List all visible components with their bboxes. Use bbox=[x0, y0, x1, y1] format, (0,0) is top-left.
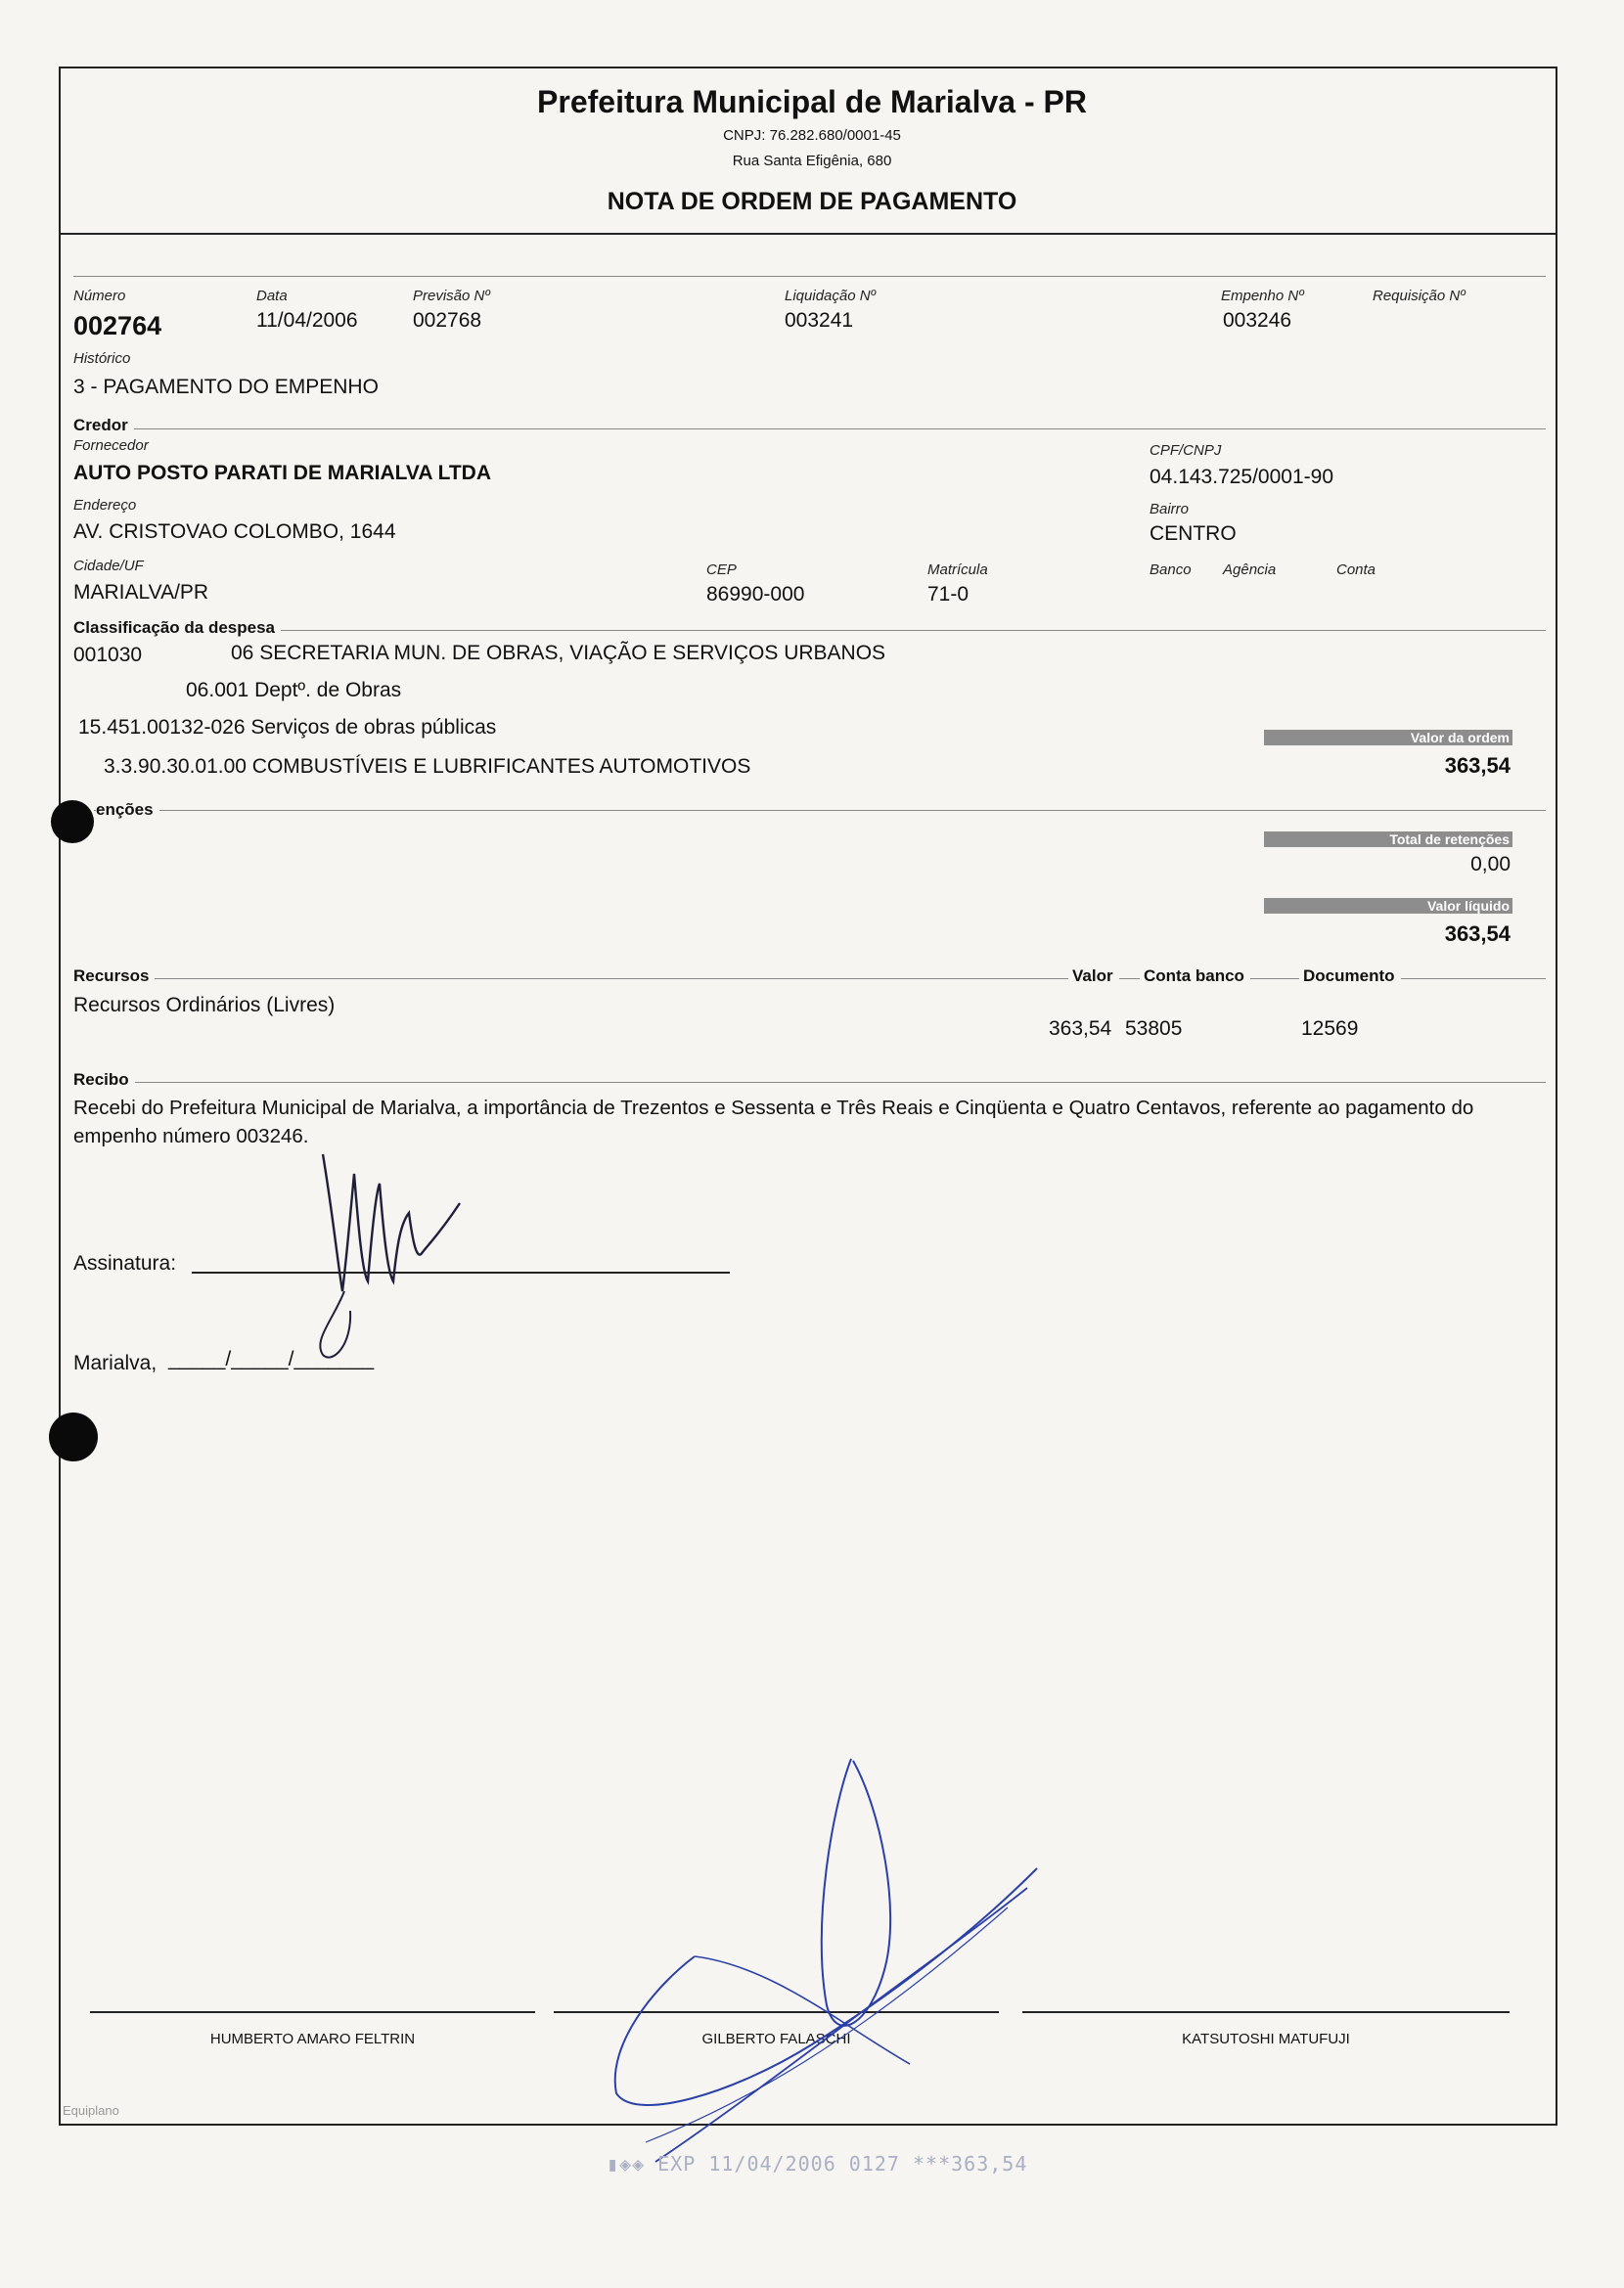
handwritten-signature-blue bbox=[597, 1751, 1057, 2172]
conta-label: Conta bbox=[1336, 561, 1376, 578]
previsao-label: Previsão Nº bbox=[413, 288, 490, 304]
bairro-value: CENTRO bbox=[1150, 522, 1237, 545]
header-divider bbox=[61, 233, 1556, 235]
header-address: Rua Santa Efigênia, 680 bbox=[732, 153, 892, 169]
recibo-text: Recebi do Prefeitura Municipal de Marialva, a importância de Trezentos e Sessenta e Três Reais e Cinqüenta e Quatro Centavos, referente ao pagamento do empenho número 003246. bbox=[73, 1097, 1474, 1147]
recursos-section: Recursos bbox=[73, 966, 155, 986]
total-retencoes-bar: Total de retenções bbox=[1264, 831, 1512, 847]
matricula-label: Matrícula bbox=[927, 561, 988, 578]
document-title: NOTA DE ORDEM DE PAGAMENTO bbox=[607, 188, 1017, 215]
retencoes-line bbox=[94, 810, 1546, 811]
cpf-value: 04.143.725/0001-90 bbox=[1150, 466, 1334, 488]
fornecedor-label: Fornecedor bbox=[73, 437, 149, 454]
endereco-value: AV. CRISTOVAO COLOMBO, 1644 bbox=[73, 520, 396, 543]
recursos-documento-header: Documento bbox=[1299, 966, 1401, 986]
valor-liquido-bar: Valor líquido bbox=[1264, 898, 1512, 914]
requisicao-label: Requisição Nº bbox=[1373, 288, 1466, 304]
empenho-label: Empenho Nº bbox=[1221, 288, 1304, 304]
classificacao-line bbox=[73, 630, 1546, 631]
recibo-line bbox=[73, 1082, 1546, 1083]
retencoes-section: enções bbox=[96, 800, 159, 820]
bank-stamp-text: 11/04/2006 0127 ***363,54 bbox=[708, 2152, 1028, 2176]
software-label: Equiplano bbox=[63, 2103, 119, 2118]
historico-label: Histórico bbox=[73, 350, 131, 367]
valor-ordem-bar: Valor da ordem bbox=[1264, 730, 1512, 745]
cpf-label: CPF/CNPJ bbox=[1150, 442, 1222, 459]
numero-label: Número bbox=[73, 288, 126, 304]
sig-line-1 bbox=[90, 2011, 535, 2013]
empenho-value: 003246 bbox=[1223, 309, 1292, 332]
page-title: Prefeitura Municipal de Marialva - PR bbox=[537, 84, 1087, 119]
valor-liquido-value: 363,54 bbox=[1444, 921, 1511, 946]
date-blanks: _____/_____/_______ bbox=[168, 1348, 375, 1370]
data-value: 11/04/2006 bbox=[256, 309, 358, 332]
handwritten-signature-receipt bbox=[293, 1135, 548, 1369]
cep-value: 86990-000 bbox=[706, 583, 805, 606]
signatory-1: HUMBERTO AMARO FELTRIN bbox=[209, 2031, 416, 2047]
punch-hole-top bbox=[51, 800, 94, 843]
agencia-label: Agência bbox=[1223, 561, 1277, 578]
classificacao-orgao: 06 SECRETARIA MUN. DE OBRAS, VIAÇÃO E SERVIÇOS URBANOS bbox=[231, 642, 886, 664]
credor-line bbox=[73, 428, 1546, 429]
sig-line-3 bbox=[1022, 2011, 1510, 2013]
signatory-3: KATSUTOSHI MATUFUJI bbox=[1182, 2031, 1350, 2047]
matricula-value: 71-0 bbox=[927, 583, 970, 606]
recursos-conta: 53805 bbox=[1125, 1017, 1183, 1040]
bank-stamp bbox=[607, 2152, 1027, 2176]
classificacao-elemento: 3.3.90.30.01.00 COMBUSTÍVEIS E LUBRIFICANTES AUTOMOTIVOS bbox=[104, 755, 751, 778]
bairro-label: Bairro bbox=[1150, 501, 1190, 517]
meta-top-line bbox=[73, 276, 1546, 277]
liquidacao-value: 003241 bbox=[785, 309, 854, 332]
assinatura-label: Assinatura: bbox=[73, 1252, 177, 1275]
recursos-conta-header: Conta banco bbox=[1140, 966, 1250, 986]
historico-value: 3 - PAGAMENTO DO EMPENHO bbox=[73, 376, 379, 398]
classificacao-unidade: 06.001 Deptº. de Obras bbox=[186, 679, 402, 701]
local-label: Marialva, bbox=[73, 1352, 158, 1374]
signatory-2: GILBERTO FALASCHI bbox=[701, 2031, 851, 2047]
classificacao-funcional: 15.451.00132-026 Serviços de obras públicas bbox=[78, 716, 497, 739]
liquidacao-label: Liquidação Nº bbox=[785, 288, 877, 304]
recursos-documento: 12569 bbox=[1301, 1017, 1359, 1040]
recursos-valor-header: Valor bbox=[1068, 966, 1119, 986]
classificacao-section: Classificação da despesa bbox=[73, 618, 281, 638]
fornecedor-value: AUTO POSTO PARATI DE MARIALVA LTDA bbox=[73, 462, 491, 484]
endereco-label: Endereço bbox=[73, 497, 137, 514]
recursos-valor: 363,54 bbox=[1049, 1017, 1112, 1040]
recibo-section: Recibo bbox=[73, 1070, 135, 1090]
data-label: Data bbox=[256, 288, 288, 304]
valor-ordem-value: 363,54 bbox=[1444, 753, 1511, 778]
bank-stamp-prefix: ▮◈◈ EXP bbox=[607, 2152, 709, 2176]
total-retencoes-value: 0,00 bbox=[1470, 853, 1511, 875]
cep-label: CEP bbox=[706, 561, 737, 578]
previsao-value: 002768 bbox=[413, 309, 482, 332]
punch-hole-bottom bbox=[49, 1413, 98, 1461]
cidade-label: Cidade/UF bbox=[73, 558, 144, 574]
numero-value: 002764 bbox=[73, 311, 162, 340]
cidade-value: MARIALVA/PR bbox=[73, 581, 209, 604]
banco-label: Banco bbox=[1150, 561, 1192, 578]
credor-section: Credor bbox=[73, 416, 134, 435]
classificacao-code: 001030 bbox=[73, 644, 143, 666]
header-cnpj: CNPJ: 76.282.680/0001-45 bbox=[723, 127, 901, 144]
recursos-fonte: Recursos Ordinários (Livres) bbox=[73, 994, 336, 1016]
